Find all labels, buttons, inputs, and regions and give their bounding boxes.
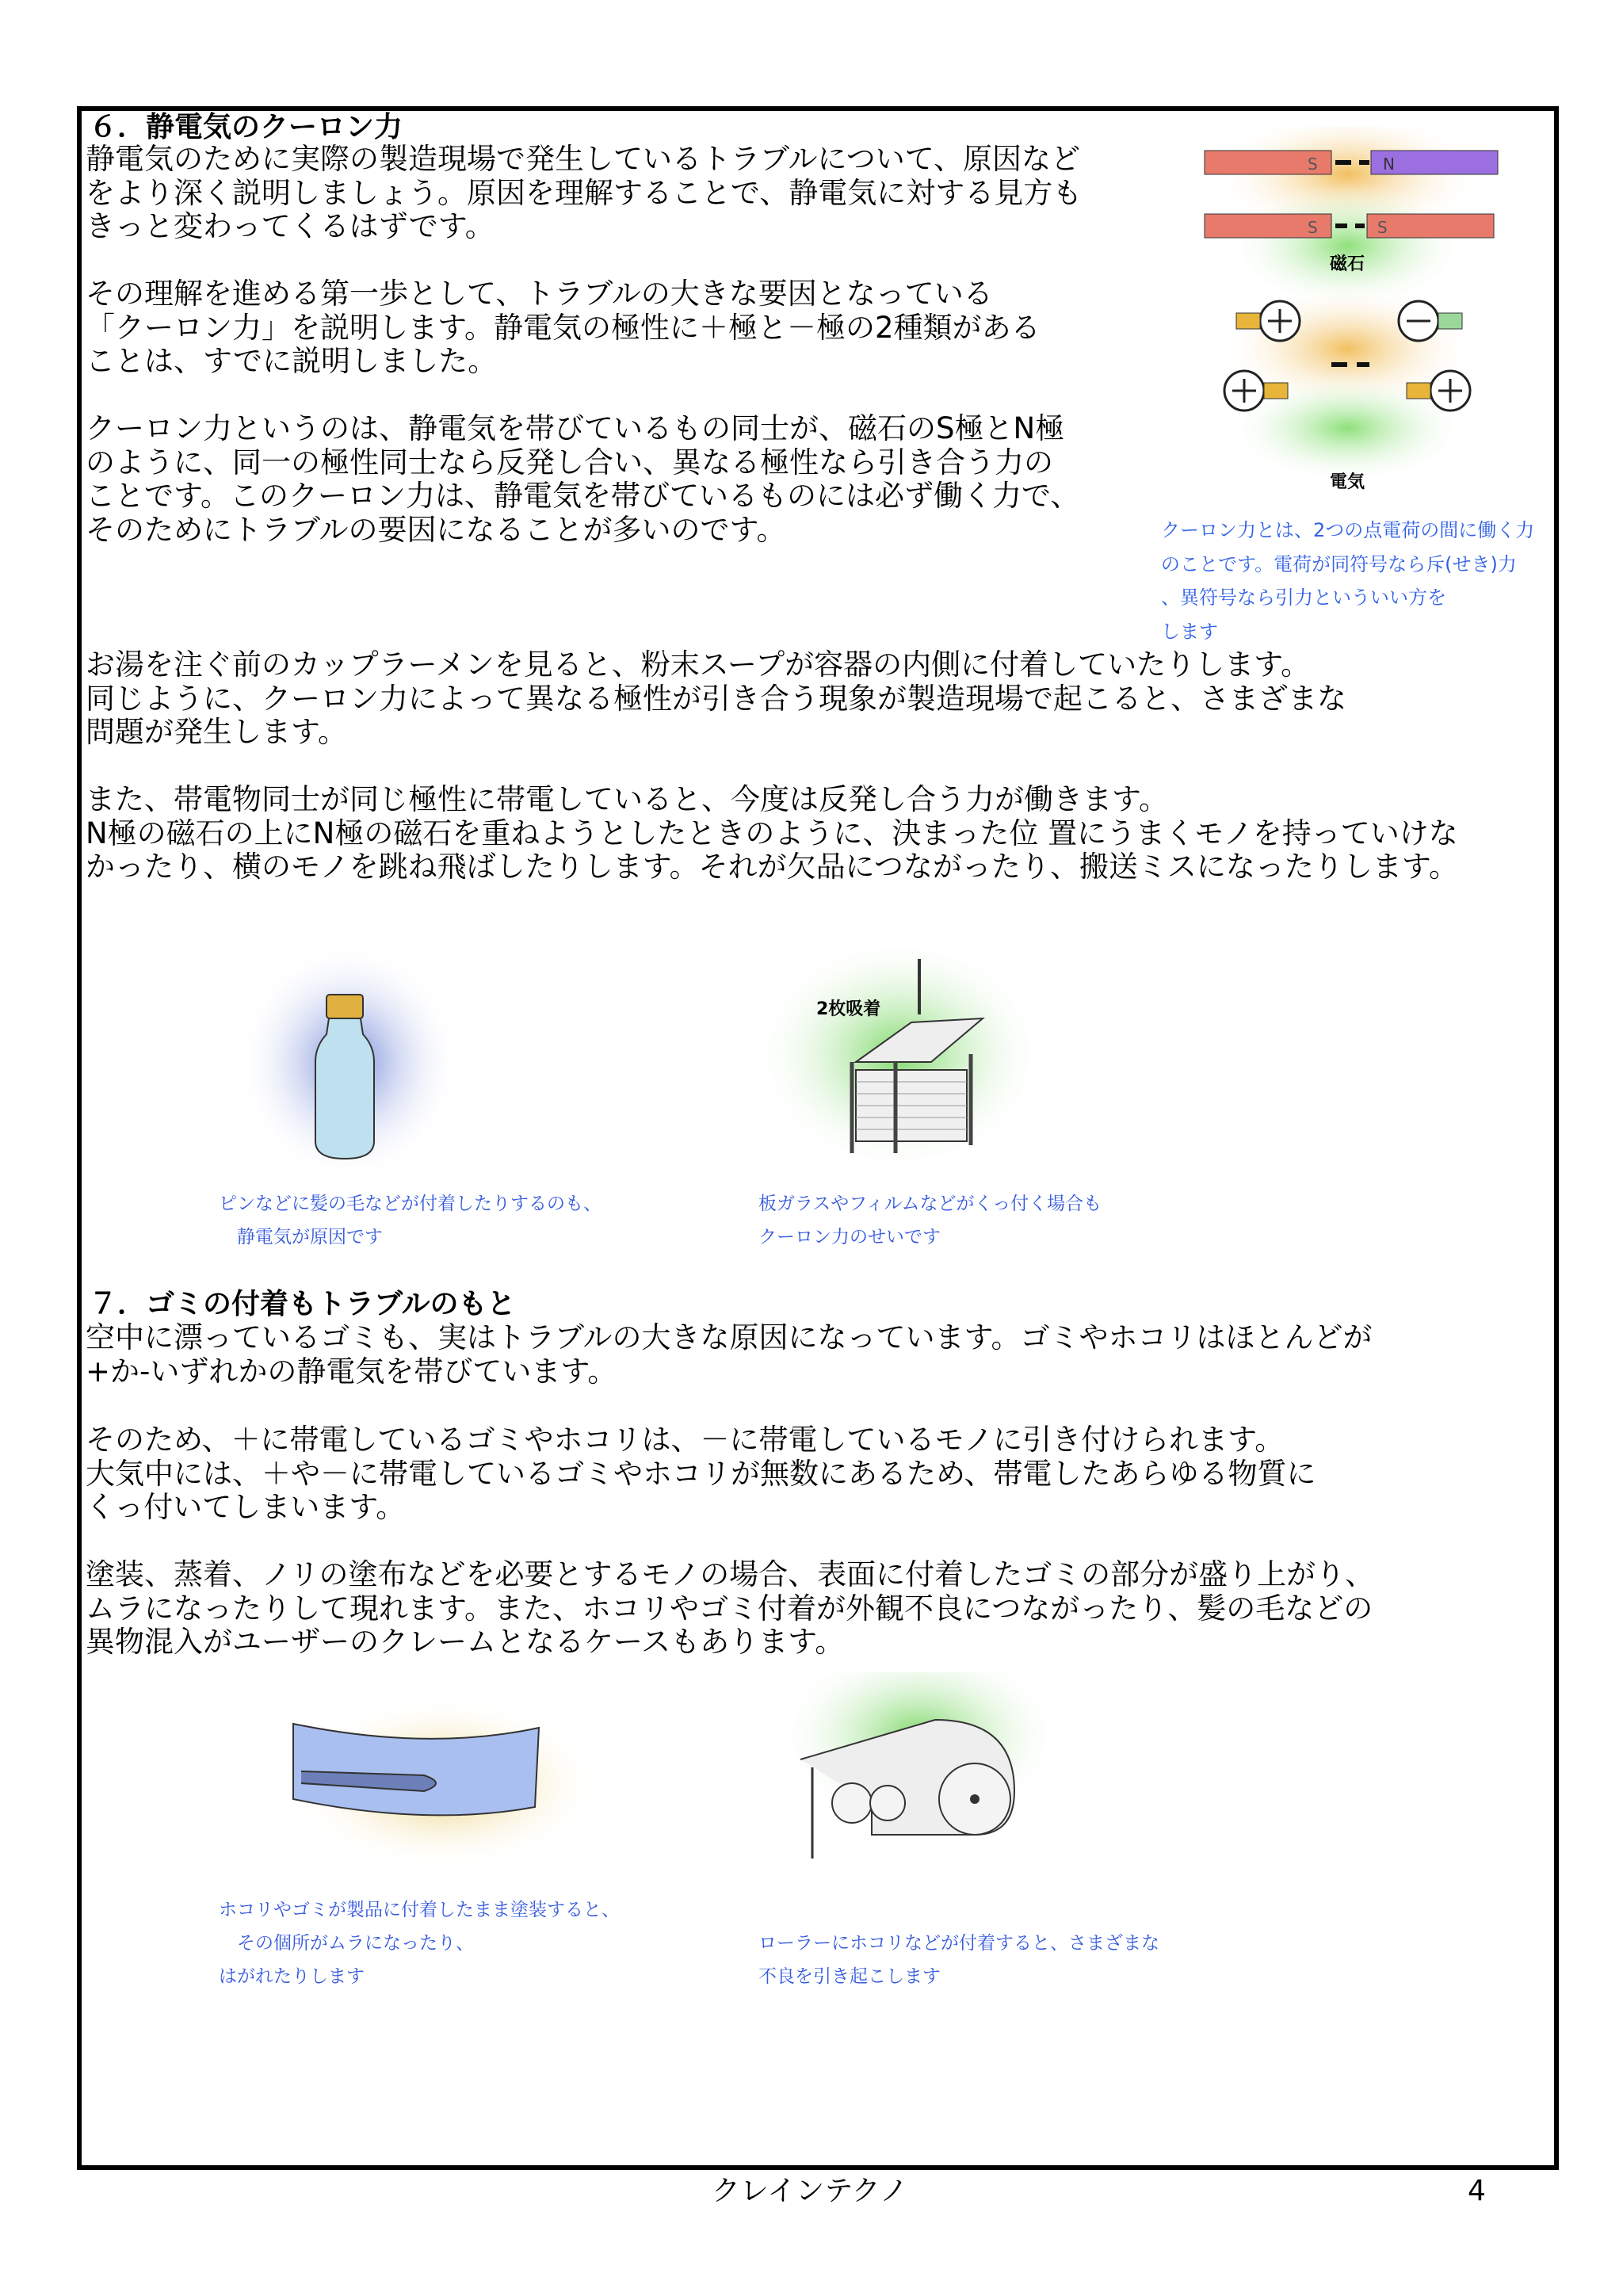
page-number: 4	[1468, 2175, 1486, 2207]
section-7-heading: ７．ゴミの付着もトラブルのもと	[89, 1288, 516, 1320]
bumper-illustration	[285, 1696, 594, 1878]
section-6-heading: ６．静電気のクーロン力	[89, 111, 403, 143]
coulomb-magnet-figure	[1189, 127, 1506, 499]
bottle-caption: ピンなどに髪の毛などが付着したりするのも、 静電気が原因です	[219, 1194, 601, 1247]
bumper-caption: ホコリやゴミが製品に付着したまま塗装すると、 その個所がムラになったり、 はがれたりします	[219, 1900, 620, 1987]
svg-text:電気: 電気	[1329, 472, 1365, 492]
section-7-para-1: 空中に漂っているゴミも、実はトラブルの大きな原因になっています。ゴミやホコリはほとんどが +か-いずれかの静電気を帯びています。	[86, 1320, 1373, 1389]
svg-text:S: S	[1308, 218, 1318, 237]
glass-sheets-illustration	[753, 943, 1046, 1181]
section-6-para-4: お湯を注ぐ前のカップラーメンを見ると、粉末スープが容器の内側に付着していたりします。 同じように、クーロン力によって異なる極性が引き合う現象が製造現場で起こると、さまざまな 問題が発生します。	[86, 648, 1346, 750]
bottle-illustration	[238, 943, 468, 1181]
roller-illustration	[777, 1672, 1062, 1894]
roller-caption: ローラーにホコリなどが付着すると、さまざまな 不良を引き起こします	[758, 1933, 1159, 1987]
section-7-para-2: そのため、＋に帯電しているゴミやホコリは、－に帯電しているモノに引き付けられます。 大気中には、＋や－に帯電しているゴミやホコリが無数にあるため、帯電したあらゆる物質に くっ付いてしまいます。	[86, 1423, 1316, 1525]
glass-caption: 板ガラスやフィルムなどがくっ付く場合も クーロン力のせいです	[758, 1194, 1102, 1247]
svg-text:N: N	[1383, 155, 1395, 174]
section-6-para-1: 静電気のために実際の製造現場で発生しているトラブルについて、原因など をより深く説明しましょう。原因を理解することで、静電気に対する見方も きっと変わってくるはずです。	[86, 142, 1083, 244]
footer-company: クレインテクノ	[712, 2175, 909, 2207]
svg-text:S: S	[1308, 155, 1318, 174]
svg-text:S: S	[1377, 218, 1388, 237]
section-6-para-2: その理解を進める第一歩として、トラブルの大きな要因となっている 「クーロン力」を説明します。静電気の極性に＋極と－極の2種類がある ことは、すでに説明しました。	[86, 277, 1041, 379]
section-6-para-5: また、帯電物同士が同じ極性に帯電していると、今度は反発し合う力が働きます。 N極の磁石の上にN極の磁石を重ねようとしたときのように、決まった位 置にうまくモノを持っていけな かったり、横のモノを跳ね飛ばしたりします。それが欠品につながったり、搬送ミスになったりします。	[86, 782, 1458, 884]
svg-text:2枚吸着: 2枚吸着	[816, 999, 881, 1019]
svg-text:磁石: 磁石	[1329, 254, 1365, 274]
section-7-para-3: 塗装、蒸着、ノリの塗布などを必要とするモノの場合、表面に付着したゴミの部分が盛り上がり、 ムラになったりして現れます。また、ホコリやゴミ付着が外観不良につながったり、髪の毛などの 異物混入がユーザーのクレームとなるケースもあります。	[86, 1557, 1375, 1660]
section-6-para-3: クーロン力というのは、静電気を帯びているもの同士が、磁石のS極とN極 のように、同一の極性同士なら反発し合い、異なる極性なら引き合う力の ことです。このクーロン力は、静電気を帯びているものには必ず働く力で、 そのためにトラブルの要因になることが多いのです。	[86, 411, 1080, 548]
coulomb-figure-caption: クーロン力とは、2つの点電荷の間に働く力 のことです。電荷が同符号なら斥(せき)力 、異符号なら引力といういい方を します	[1161, 519, 1535, 643]
